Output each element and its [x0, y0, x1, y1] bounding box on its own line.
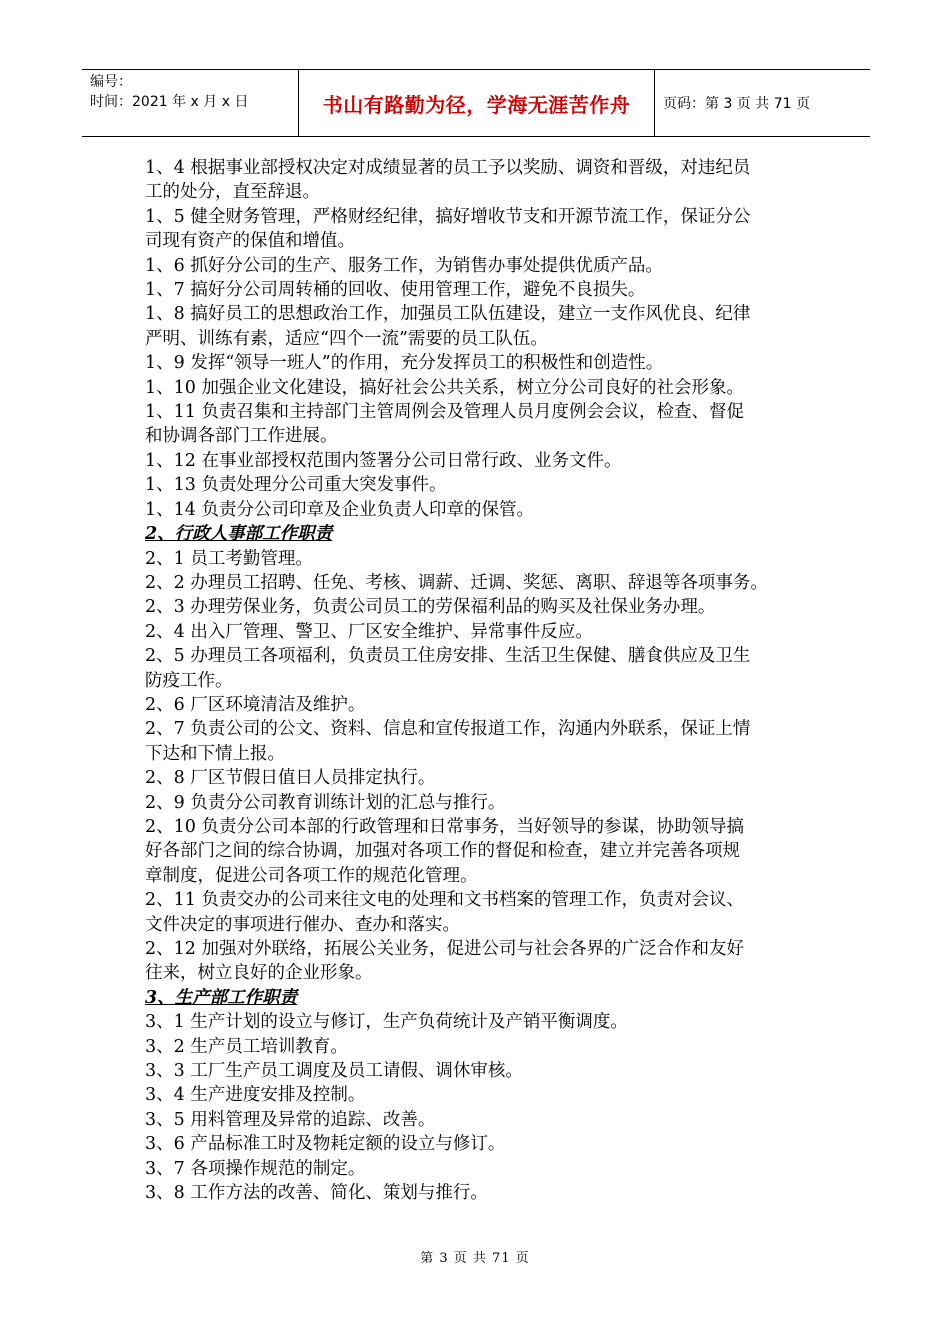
- body-text-line: 章制度，促进公司各项工作的规范化管理。: [145, 865, 478, 886]
- body-text-line: 2、1 员工考勤管理。: [145, 548, 313, 569]
- body-text-line: 3、1 生产计划的设立与修订，生产负荷统计及产销平衡调度。: [145, 1012, 628, 1033]
- page-header: [82, 69, 870, 137]
- body-text-line: 2、6 厂区环境清洁及维护。: [145, 694, 366, 715]
- body-text-line: 往来，树立良好的企业形象。: [145, 963, 373, 984]
- body-text-line: 2、8 厂区节假日值日人员排定执行。: [145, 768, 436, 789]
- body-text-line: 2、10 负责分公司本部的行政管理和日常事务，当好领导的参谋，协助领导搞: [145, 816, 744, 837]
- body-text-line: 司现有资产的保值和增值。: [145, 231, 355, 252]
- section-heading: 2、行政人事部工作职责: [145, 524, 333, 545]
- body-text-line: 2、11 负责交办的公司来往文电的处理和文书档案的管理工作，负责对会议、: [145, 890, 744, 911]
- body-text-line: 1、14 负责分公司印章及企业负责人印章的保管。: [145, 499, 534, 520]
- body-text-line: 工的处分，直至辞退。: [145, 182, 320, 203]
- body-text-line: 1、13 负责处理分公司重大突发事件。: [145, 475, 447, 496]
- body-text-line: 和协调各部门工作进展。: [145, 426, 338, 447]
- body-text-line: 2、3 办理劳保业务，负责公司员工的劳保福利品的购买及社保业务办理。: [145, 597, 716, 618]
- body-text-line: 1、11 负责召集和主持部门主管周例会及管理人员月度例会会议，检查、督促: [145, 402, 744, 423]
- header-motto-cell: [299, 70, 655, 136]
- body-text-line: 1、7 搞好分公司周转桶的回收、使用管理工作，避免不良损失。: [145, 280, 646, 301]
- body-text-line: 严明、训练有素，适应“四个一流”需要的员工队伍。: [145, 328, 548, 349]
- body-text-line: 3、2 生产员工培训教育。: [145, 1036, 348, 1057]
- body-text-line: 1、6 抓好分公司的生产、服务工作，为销售办事处提供优质产品。: [145, 255, 663, 276]
- header-page-info: 页码：第 3 页 共 71 页: [663, 96, 810, 112]
- body-text-line: 防疫工作。: [145, 670, 233, 691]
- body-text-line: 1、10 加强企业文化建设，搞好社会公共关系，树立分公司良好的社会形象。: [145, 377, 744, 398]
- header-motto: 书山有路勤为径，学海无涯苦作舟: [322, 92, 631, 117]
- body-text-line: 好各部门之间的综合协调，加强对各项工作的督促和检查，建立并完善各项规: [145, 841, 740, 862]
- body-text-line: 3、8 工作方法的改善、简化、策划与推行。: [145, 1183, 488, 1204]
- page-footer: 第 3 页 共 71 页: [420, 1251, 530, 1266]
- document-body: [145, 156, 815, 1205]
- document-date-label: 时间：2021 年 x 月 x 日: [90, 94, 249, 110]
- body-text-line: 2、9 负责分公司教育训练计划的汇总与推行。: [145, 792, 506, 813]
- header-meta: [82, 70, 299, 136]
- body-text-line: 下达和下情上报。: [145, 743, 285, 764]
- body-text-line: 2、2 办理员工招聘、任免、考核、调薪、迁调、奖惩、离职、辞退等各项事务。: [145, 572, 768, 593]
- body-text-line: 3、4 生产进度安排及控制。: [145, 1085, 366, 1106]
- section-heading: 3、生产部工作职责: [145, 987, 298, 1008]
- body-text-line: 1、12 在事业部授权范围内签署分公司日常行政、业务文件。: [145, 450, 622, 471]
- body-text-line: 3、3 工厂生产员工调度及员工请假、调休审核。: [145, 1061, 523, 1082]
- body-text-line: 1、9 发挥“领导一班人”的作用，充分发挥员工的积极性和创造性。: [145, 353, 664, 374]
- body-text-line: 2、5 办理员工各项福利，负责员工住房安排、生活卫生保健、膳食供应及卫生: [145, 646, 751, 667]
- body-text-line: 3、7 各项操作规范的制定。: [145, 1158, 366, 1179]
- body-text-line: 文件决定的事项进行催办、查办和落实。: [145, 914, 460, 935]
- body-text-line: 3、6 产品标准工时及物耗定额的设立与修订。: [145, 1134, 506, 1155]
- document-number-label: 编号：: [90, 74, 132, 90]
- body-text-line: 3、5 用料管理及异常的追踪、改善。: [145, 1109, 436, 1130]
- body-text-line: 2、12 加强对外联络，拓展公关业务，促进公司与社会各界的广泛合作和友好: [145, 939, 744, 959]
- body-text-line: 2、7 负责公司的公文、资料、信息和宣传报道工作，沟通内外联系，保证上情: [145, 719, 751, 740]
- body-text-line: 1、4 根据事业部授权决定对成绩显著的员工予以奖励、调资和晋级，对违纪员: [145, 158, 751, 178]
- body-text-line: 2、4 出入厂管理、警卫、厂区安全维护、异常事件反应。: [145, 621, 593, 642]
- body-text-line: 1、5 健全财务管理，严格财经纪律，搞好增收节支和开源节流工作，保证分公: [145, 206, 751, 227]
- body-text-line: 1、8 搞好员工的思想政治工作，加强员工队伍建设，建立一支作风优良、纪律: [145, 304, 751, 325]
